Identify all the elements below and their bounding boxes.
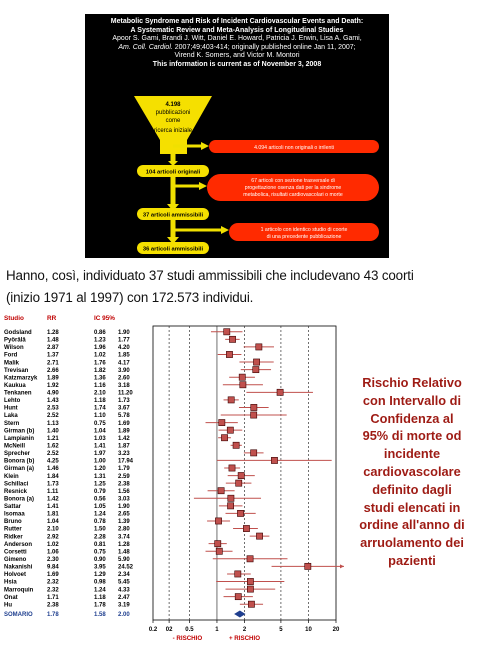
paragraph [6,265,481,309]
exclusion-text-1: 4.094 articoli non originali o irrilenti [254,145,334,151]
study-ci-high: 1.90 [118,504,130,511]
study-ci-low: 0.90 [94,557,106,564]
rr-marker [243,525,249,531]
study-rr: 9.84 [47,564,59,571]
study-rr: 1.13 [47,420,59,427]
study-ci-high: 17.94 [118,458,134,465]
study-ci-low: 1.24 [94,511,106,518]
study-rr: 1.73 [47,481,59,488]
study-ci-high: 1.87 [118,443,130,450]
rr-marker [256,533,262,539]
summary-ci-high: 2.00 [118,612,130,619]
study-rr: 1.62 [47,443,59,450]
study-rr: 2.32 [47,579,59,586]
col-ci-header: IC 95% [94,315,115,322]
study-rr: 4.25 [47,458,59,465]
study-name: Malik [4,360,20,367]
study-rr: 2.52 [47,413,59,420]
rr-marker [236,480,242,486]
study-ci-high: 1.85 [118,352,130,359]
study-ci-low: 1.05 [94,504,106,511]
study-ci-high: 2.47 [118,594,130,601]
study-rr: 1.06 [47,549,59,556]
box-37-label: 37 articoli ammissibili [142,212,204,219]
study-name: Trevisan [4,367,29,374]
study-ci-low: 2.28 [94,534,106,541]
study-name: Ridker [4,534,23,541]
study-rr: 2.92 [47,534,59,541]
rr-marker [226,351,232,357]
study-ci-high: 3.03 [118,496,130,503]
study-ci-low: 1.25 [94,481,106,488]
rr-marker [256,344,262,350]
rr-marker [247,556,253,562]
rr-marker [215,541,221,547]
study-name: Holvoet [4,572,27,579]
side-line: con Intervallo di [362,392,462,408]
study-ci-high: 1.39 [118,519,130,526]
study-ci-high: 2.59 [118,473,130,480]
rr-marker [240,382,246,388]
study-ci-low: 1.50 [94,526,106,533]
slide-title-line-2: A Systematic Review and Meta-Analysis of Longitudinal Studies [130,26,344,34]
study-ci-high: 1.48 [118,549,130,556]
exclusion-text-3b: di una precedente pubblicazione [266,234,342,240]
study-name: Ford [4,352,18,359]
study-ci-low: 1.97 [94,451,106,458]
side-line: ordine all'anno di [359,517,465,533]
rr-marker [235,571,241,577]
study-ci-high: 4.33 [118,587,130,594]
study-ci-high: 2.38 [118,481,130,488]
study-ci-high: 2.34 [118,572,130,579]
study-name: Stern [4,420,20,427]
x-tick-label: 5 [279,627,283,633]
exclusion-text-2b: progettazione osenza dati per la sindrome [244,185,342,191]
rr-marker [221,435,227,441]
study-ci-low: 0.56 [94,496,106,503]
study-name: Onat [4,594,18,601]
exclusion-text-2a: 67 articoli con sezione trasversale di [251,178,335,184]
rr-marker [251,450,257,456]
study-rr: 1.21 [47,435,59,442]
rr-marker [215,518,221,524]
study-ci-low: 1.10 [94,413,106,420]
study-name: Lampianin [4,435,35,442]
side-line: pazienti [388,552,436,568]
study-rr: 2.32 [47,587,59,594]
summary-label: SOMARIO [4,612,33,619]
study-ci-low: 0.79 [94,488,106,495]
study-ci-low: 0.98 [94,579,106,586]
flowchart-slide [85,14,389,258]
study-ci-low: 1.82 [94,367,106,374]
rr-marker [228,397,234,403]
funnel-text-1: 4.198 [165,102,181,108]
side-line: studi elencati in [363,499,461,515]
rr-marker [251,404,257,410]
study-ci-low: 1.96 [94,345,106,352]
study-ci-low: 1.74 [94,405,106,412]
study-ci-high: 11.20 [118,390,133,397]
rr-marker [228,495,234,501]
study-name: Girman (b) [4,428,35,435]
box-36-label: 36 articoli ammissibili [142,246,204,253]
rr-marker [247,586,253,592]
study-name: Kaukua [4,382,26,389]
study-name: Sprecher [4,451,31,458]
study-rr: 1.43 [47,398,59,405]
study-name: Nakanishi [4,564,33,571]
study-name: Anderson [4,541,33,548]
study-name: Godsland [4,329,32,336]
study-name: Sattar [4,504,22,511]
study-name: Lehto [4,398,21,405]
side-line: Confidenza al [370,410,454,426]
study-name: Girman (a) [4,466,35,473]
study-ci-low: 1.18 [94,398,106,405]
study-ci-low: 0.75 [94,420,106,427]
study-ci-low: 1.31 [94,473,106,480]
study-rr: 2.53 [47,405,59,412]
rr-marker [216,548,222,554]
study-rr: 2.52 [47,451,59,458]
study-name: Rutter [4,526,22,533]
rr-marker [271,457,277,463]
rr-marker [229,465,235,471]
study-ci-high: 3.74 [118,534,130,541]
study-name: Bonora (a) [4,496,34,503]
x-tick-label: 10 [305,627,312,633]
study-ci-high: 2.80 [118,526,130,533]
study-ci-high: 3.18 [118,382,130,389]
study-name: Bruno [4,519,22,526]
study-rr: 1.42 [47,496,59,503]
x-tick-label: 0.5 [185,627,194,633]
study-ci-high: 3.90 [118,367,130,374]
study-rr: 1.81 [47,511,59,518]
summary-diamond [234,611,245,618]
rr-marker [277,389,283,395]
study-name: Corsetti [4,549,27,556]
slide-current-line: This information is current as of November 3, 2008 [152,60,322,68]
paragraph-line-1: Hanno, così, individuato 37 studi ammissibili che includevano 43 coorti [6,268,414,283]
col-study-header: Studio [4,315,24,322]
study-name: Klein [4,473,19,480]
study-rr: 1.04 [47,519,59,526]
study-rr: 1.37 [47,352,59,359]
summary-rr: 1.78 [47,612,59,619]
summary-ci-low: 1.58 [94,612,106,619]
study-rr: 1.41 [47,504,59,511]
study-ci-high: 4.20 [118,345,130,352]
rr-marker [239,374,245,380]
study-rr: 2.66 [47,367,59,374]
study-name: Marroquin [4,587,34,594]
study-ci-low: 1.02 [94,352,106,359]
funnel-text-2: pubblicazioni [155,110,191,116]
study-name: Resnick [4,488,28,495]
rr-marker [219,419,225,425]
funnel-text-4: ricerca iniziale [153,128,193,134]
study-ci-high: 1.56 [118,488,130,495]
rr-marker [237,510,243,516]
slide-citation-rest: 2007;49;403-414; originally published online Jan 11, 2007; [172,43,356,51]
study-name: Laka [4,413,18,420]
study-ci-low: 1.41 [94,443,106,450]
side-line: Rischio Relativo [362,375,462,390]
forest-side-text [342,374,482,570]
side-line: incidente [383,446,441,462]
paragraph-line-2: (inizio 1971 al 1997) con 172.573 individui. [6,290,254,305]
study-ci-low: 0.78 [94,519,106,526]
box-104-label: 104 articoli originali [145,169,201,176]
side-line: definito dagli [372,481,452,497]
col-rr-header: RR [47,315,57,322]
study-rr: 2.10 [47,526,59,533]
study-ci-high: 3.67 [118,405,130,412]
rr-marker [228,503,234,509]
study-ci-low: 1.24 [94,587,106,594]
study-name: Pyörälä [4,337,26,344]
study-name: Wilson [4,345,24,352]
x-label-less-risk: - RISCHIO [172,635,203,642]
study-name: Katzmarzyk [4,375,38,382]
study-ci-high: 24.52 [118,564,134,571]
study-ci-low: 1.36 [94,375,106,382]
rr-marker [238,472,244,478]
study-rr: 1.46 [47,466,59,473]
side-line: arruolamento dei [360,535,464,551]
slide-citation-line [85,44,389,52]
study-ci-low: 0.81 [94,541,106,548]
study-ci-high: 1.42 [118,435,130,442]
funnel-text-3: come [165,118,181,124]
study-name: Tenkanen [4,390,32,397]
rr-marker [218,488,224,494]
study-rr: 2.71 [47,360,59,367]
study-name: Hu [4,602,12,609]
study-name: Bonora (b) [4,458,35,465]
side-line: 95% di morte od [362,428,462,444]
study-rr: 4.90 [47,390,59,397]
study-ci-low: 1.03 [94,435,106,442]
study-name: Schillaci [4,481,29,488]
study-rr: 1.84 [47,473,59,480]
study-ci-high: 1.73 [118,398,130,405]
rr-marker [233,442,239,448]
study-rr: 1.69 [47,572,59,579]
study-rr: 1.11 [47,488,59,495]
study-ci-low: 1.00 [94,458,106,465]
study-ci-high: 1.69 [118,420,130,427]
study-ci-high: 5.90 [118,557,130,564]
study-name: McNeill [4,443,26,450]
x-tick-label: 1 [215,627,219,633]
study-ci-low: 1.16 [94,382,106,389]
study-ci-low: 1.29 [94,572,106,579]
study-rr: 2.38 [47,602,59,609]
rr-marker [247,578,253,584]
study-ci-high: 1.28 [118,541,130,548]
exclusion-text-2c: metabolica, risultati cardiovascolari o morte [243,192,343,198]
x-tick-label: 02 [165,627,173,633]
study-ci-low: 1.20 [94,466,106,473]
slide-authors-line-2: Virend K. Somers, and Victor M. Montori [174,52,300,59]
study-ci-high: 1.89 [118,428,130,435]
study-rr: 1.28 [47,329,59,336]
study-ci-high: 1.79 [118,466,130,473]
study-ci-low: 1.23 [94,337,106,344]
rr-marker [305,563,311,569]
x-tick-label: 2 [242,627,247,633]
rr-marker [235,594,241,600]
study-ci-low: 1.18 [94,594,106,601]
study-ci-high: 5.78 [118,413,130,420]
study-ci-low: 3.95 [94,564,106,571]
study-ci-low: 0.75 [94,549,106,556]
slide-authors-line-1: Apoor S. Gami, Brandi J. Witt, Daniel E. Howard, Patricia J. Erwin, Lisa A. Gami, [112,35,362,42]
study-name: Gimeno [4,557,27,564]
x-label-more-risk: + RISCHIO [228,635,261,642]
study-ci-low: 1.04 [94,428,106,435]
rr-marker [224,329,230,335]
study-ci-high: 1.90 [118,329,130,336]
study-ci-high: 3.23 [118,451,130,458]
x-tick-label: 0.2 [148,627,158,633]
study-ci-high: 3.19 [118,602,130,609]
rr-marker [229,336,235,342]
rr-marker [227,427,233,433]
rr-marker [253,359,259,365]
study-ci-high: 1.77 [118,337,130,344]
study-rr: 1.71 [47,594,59,601]
study-rr: 1.02 [47,541,59,548]
study-ci-low: 0.86 [94,329,106,336]
study-name: Isomaa [4,511,25,518]
side-line: cardiovascolare [363,463,461,479]
study-ci-high: 5.45 [118,579,130,586]
study-rr: 1.48 [47,337,59,344]
study-name: Hunt [4,405,18,412]
study-rr: 1.92 [47,382,59,389]
rr-marker [248,601,254,607]
study-rr: 2.30 [47,557,59,564]
study-rr: 2.87 [47,345,59,352]
study-ci-low: 1.76 [94,360,106,367]
slide-title-line-1: Metabolic Syndrome and Risk of Incident Cardiovascular Events and Death: [110,18,364,25]
study-ci-high: 2.65 [118,511,130,518]
study-ci-high: 4.17 [118,360,130,367]
rr-marker [253,367,259,373]
rr-marker [251,412,257,418]
study-rr: 1.89 [47,375,59,382]
study-ci-low: 2.10 [94,390,106,397]
exclusion-text-3a: 1 articolo con identico studio di coorte [260,227,348,233]
study-rr: 1.40 [47,428,59,435]
study-ci-high: 2.60 [118,375,130,382]
study-name: Hsia [4,579,17,586]
study-ci-low: 1.78 [94,602,106,609]
slide-journal: Am. Coll. Cardiol. [118,43,173,51]
x-tick-label: 20 [332,627,340,633]
